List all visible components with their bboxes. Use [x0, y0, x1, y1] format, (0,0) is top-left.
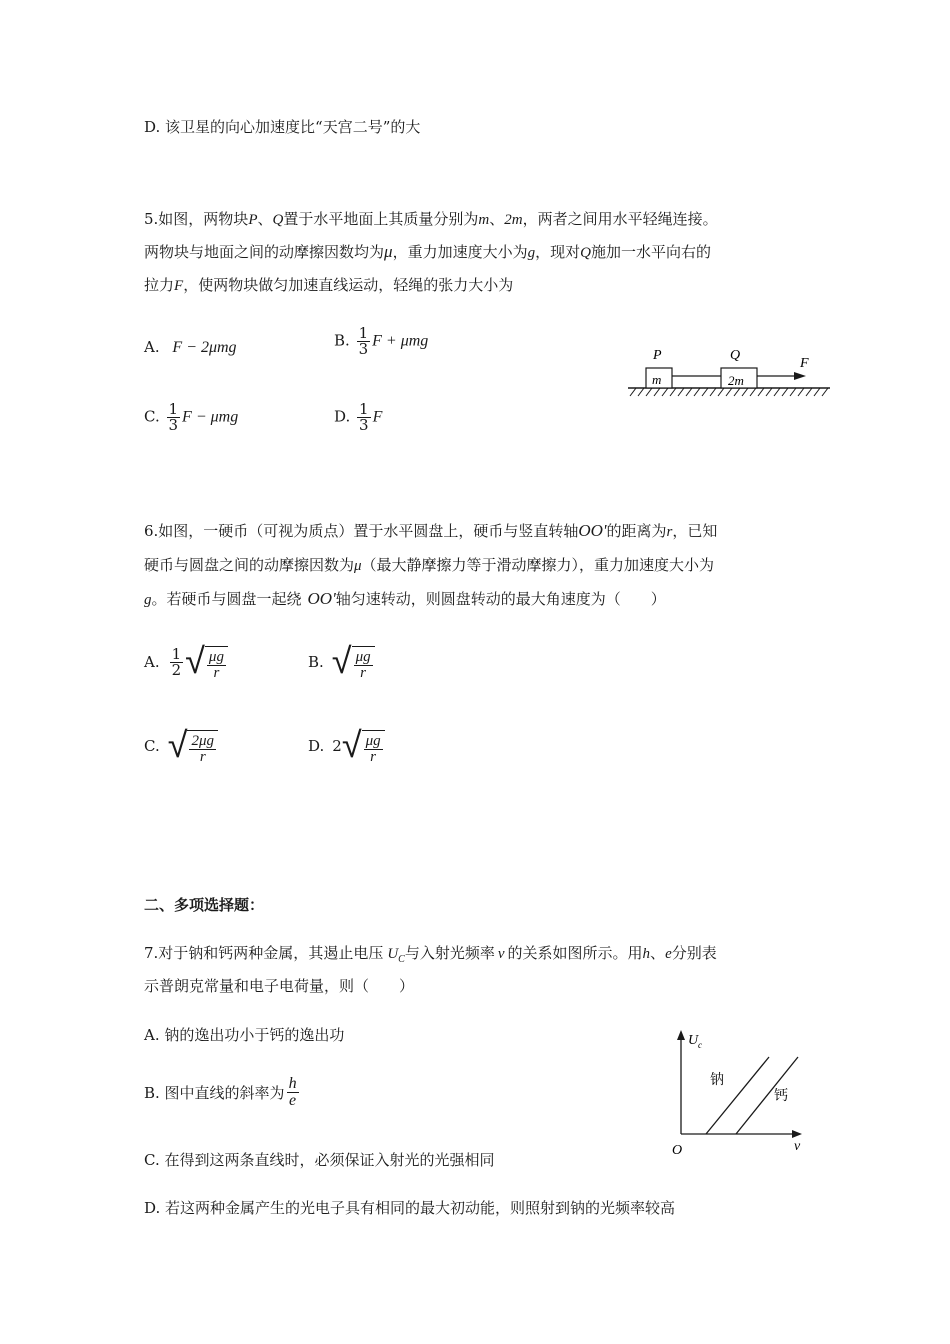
fraction [357, 326, 371, 357]
y-label: U [688, 1033, 699, 1048]
numerator: 1 [168, 400, 179, 418]
denominator: 2 [171, 660, 182, 679]
q5-var-q: Q [272, 212, 284, 228]
q6-axis: OO' [578, 521, 607, 540]
sodium-label: 钠 [710, 1072, 724, 1088]
q5-stem-line2 [144, 241, 711, 262]
q6-text: 6.如图，一硬币（可视为质点）置于水平圆盘上，硬币与竖直转轴 [144, 522, 579, 540]
q5-text: 拉力 [144, 276, 175, 294]
y-label-sub: c [698, 1040, 702, 1050]
q6-var-r: r [666, 524, 673, 540]
y-arrow-icon [677, 1030, 685, 1040]
option-label: A. [144, 653, 160, 671]
q7-option-b [144, 1076, 301, 1109]
q5-option-c [144, 402, 238, 433]
option-label: A. [144, 338, 160, 356]
q7-text: 7.对于钠和钙两种金属，其遏止电压 [144, 944, 384, 962]
q6-option-c [144, 724, 218, 768]
q7-text: 的关系如图所示。用 [507, 944, 643, 962]
x-arrow-icon [792, 1130, 802, 1138]
q7-var-e: e [665, 946, 672, 962]
ground [628, 388, 830, 396]
q6-stem-line1 [144, 520, 717, 541]
q7-text: 与入射光频率 [404, 944, 495, 962]
q5-option-d [334, 402, 382, 433]
arrow-head-icon [794, 372, 806, 380]
q5-var-p: P [248, 212, 258, 228]
option-label: D. [308, 737, 325, 755]
q7-option-b-text: B. 图中直线的斜率为 [144, 1084, 285, 1102]
q6-var-g: g [144, 592, 152, 608]
denominator: r [207, 665, 226, 681]
coefficient: 2 [332, 737, 342, 755]
q5-text: 、 [257, 210, 273, 228]
sqrt [168, 724, 218, 768]
q6-text: 。若硬币与圆盘一起绕 [151, 590, 302, 608]
q5-stem-line1 [144, 208, 718, 229]
q5-option-a [144, 338, 237, 357]
q5-var-f: F [174, 278, 184, 294]
q5-text: 施加一水平向右的 [590, 243, 711, 261]
denominator: e [287, 1092, 299, 1109]
q6-stem-line3 [144, 588, 666, 609]
denominator: 3 [168, 416, 179, 434]
q4-option-d: D. 该卫星的向心加速度比“天宫二号”的大 [144, 118, 421, 136]
q5-option-c-expr: F − μmg [182, 408, 239, 426]
numerator: μg [355, 649, 371, 665]
q7-option-d: D. 若这两种金属产生的光电子具有相同的最大初动能，则照射到钠的光频率较高 [144, 1199, 676, 1217]
label-m: m [652, 372, 662, 387]
q7-text: 分别表 [671, 944, 717, 962]
q6-option-d [308, 724, 385, 768]
q6-text: 轴匀速转动，则圆盘转动的最大角速度为（ ） [335, 590, 666, 608]
origin-label: O [672, 1143, 683, 1158]
q5-text: ，现对 [535, 243, 581, 261]
q5-text: 、 [489, 210, 505, 228]
q5-text: 置于水平地面上其质量分别为 [283, 210, 479, 228]
q5-blocks-figure [620, 340, 835, 400]
option-label: C. [144, 737, 160, 755]
q7-var-nu: ν [497, 946, 505, 962]
calcium-line [736, 1057, 798, 1134]
numerator: 2μg [191, 733, 215, 749]
q5-option-d-expr: F [372, 408, 383, 426]
q6-text: 的距离为 [606, 522, 667, 540]
q5-var-g: g [527, 245, 536, 261]
q5-var-q: Q [580, 245, 591, 261]
q6-text: ，已知 [672, 522, 718, 540]
fraction [170, 644, 184, 679]
q5-var-2m: 2m [504, 212, 523, 228]
q6-text: （最大静摩擦力等于滑动摩擦力），重力加速度大小为 [361, 556, 715, 574]
q5-option-a-expr: F − 2μmg [172, 339, 237, 356]
option-label: B. [334, 331, 350, 350]
q7-var-h: h [642, 946, 651, 962]
q5-option-b-expr: F + μmg [372, 332, 429, 350]
numerator: μg [208, 649, 224, 665]
q6-var-mu: μ [354, 558, 362, 574]
q6-option-a [144, 640, 228, 684]
denominator: r [354, 665, 373, 681]
q5-text: ，使两物块做匀加速直线运动，轻绳的张力大小为 [183, 276, 514, 294]
q5-var-m: m [478, 212, 490, 228]
q7-option-c: C. 在得到这两条直线时，必须保证入射光的光强相同 [144, 1151, 495, 1169]
q7-option-a: A. 钠的逸出功小于钙的逸出功 [144, 1026, 345, 1044]
q6-option-b [308, 640, 375, 684]
q5-option-b [334, 326, 428, 357]
q7-var-u: U [387, 946, 399, 962]
numerator: h [288, 1075, 297, 1092]
q5-stem-line3 [144, 274, 513, 295]
sodium-line [706, 1057, 769, 1134]
numerator: μg [365, 733, 381, 749]
fraction [357, 402, 371, 433]
q5-text: ，重力加速度大小为 [392, 243, 528, 261]
option-label: C. [144, 407, 160, 426]
label-f: F [800, 356, 809, 371]
denominator: r [189, 749, 216, 765]
numerator: 1 [358, 324, 369, 342]
radical-icon: √ [185, 641, 205, 682]
section-title: 二、多项选择题： [144, 896, 265, 914]
denominator: r [364, 749, 383, 765]
denominator: 3 [359, 416, 369, 434]
sqrt [185, 640, 228, 684]
radical-icon: √ [167, 725, 188, 766]
denominator: 3 [358, 340, 369, 358]
q7-stem-line1 [144, 942, 717, 965]
option-label: D. [334, 407, 351, 426]
calcium-label: 钙 [774, 1088, 788, 1104]
label-p: P [653, 348, 662, 363]
fraction [167, 402, 181, 433]
q7-text: 、 [650, 944, 666, 962]
sqrt [332, 640, 375, 684]
numerator: 1 [171, 644, 182, 663]
q7-stem-line2: 示普朗克常量和电子电荷量，则（ ） [144, 977, 415, 995]
q7-uc-nu-graph [660, 1024, 810, 1159]
radical-icon: √ [331, 641, 352, 682]
q6-text: 硬币与圆盘之间的动摩擦因数为 [144, 556, 355, 574]
q5-text: ，两者之间用水平轻绳连接。 [522, 210, 718, 228]
label-2m: 2m [728, 373, 744, 388]
q6-axis: OO' [307, 589, 336, 608]
q7-var-u-sub: C [398, 954, 405, 965]
q5-text: 两物块与地面之间的动摩擦因数均为 [144, 243, 385, 261]
numerator: 1 [359, 400, 369, 418]
q6-stem-line2 [144, 554, 714, 575]
option-label: B. [308, 653, 324, 671]
radical-icon: √ [341, 725, 362, 766]
fraction [287, 1076, 299, 1109]
sqrt [342, 724, 385, 768]
q5-text: 5.如图，两物块 [144, 210, 249, 228]
label-q: Q [730, 348, 741, 363]
q5-var-mu: μ [384, 242, 393, 261]
x-label: ν [794, 1139, 801, 1154]
